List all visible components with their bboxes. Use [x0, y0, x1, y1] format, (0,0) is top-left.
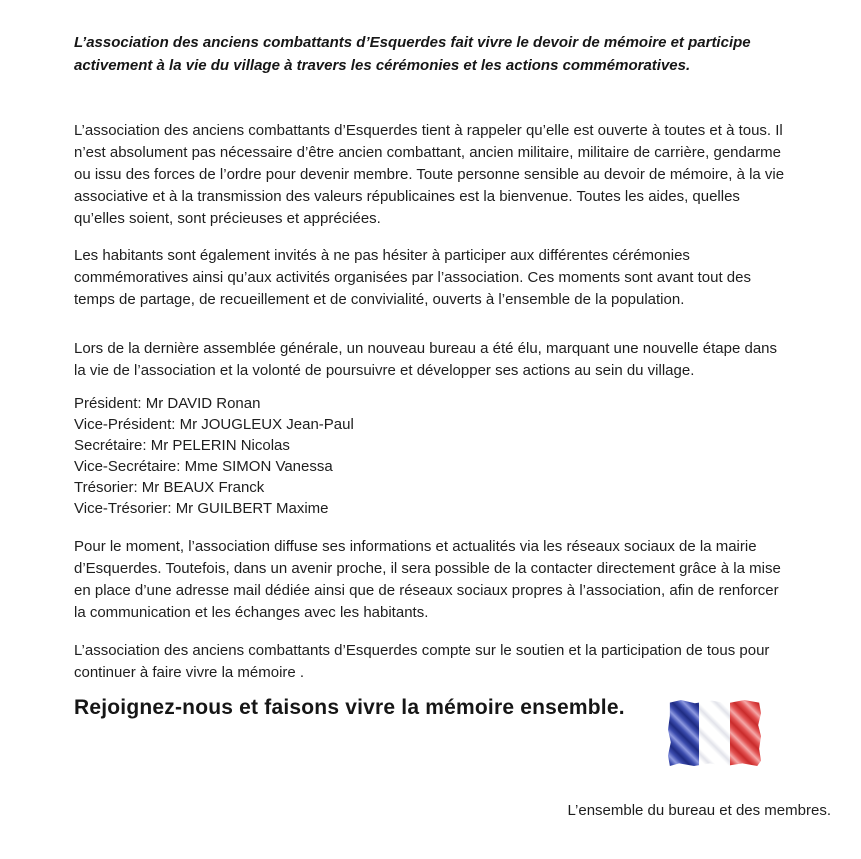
- flag-blue-band: [668, 700, 699, 766]
- flag-red-band: [730, 700, 761, 766]
- flag-white-band: [699, 700, 730, 766]
- bureau-list-item-secretaire: Secrétaire: Mr PELERIN Nicolas: [74, 437, 290, 454]
- paragraph-communication: Pour le moment, l’association diffuse ses informations et actualités via les réseaux sociaux de la mairie d’Esquerdes. Toutefois, dans un avenir proche, il sera possible de la contacter directement grâce à la mise en place d’une adresse mail dédiée ainsi que de réseaux sociaux propres à l’association, afin de renforcer la communication et les échanges avec les habitants.: [74, 538, 781, 621]
- paragraph-invitation: Les habitants sont également invités à ne pas hésiter à participer aux différentes cérémonies commémoratives ainsi qu’aux activités organisées par l’association. Ces moments sont avant tout des temps de partage, de recueillement et de convivialité, ouverts à l’ensemble de la population.: [74, 247, 751, 308]
- french-flag-image: [668, 700, 761, 766]
- bureau-list-item-vice-president: Vice-Président: Mr JOUGLEUX Jean-Paul: [74, 416, 354, 433]
- bureau-list: [74, 393, 792, 519]
- cta-heading: Rejoignez-nous et faisons vivre la mémoire ensemble.: [74, 696, 625, 719]
- paragraph-support: L’association des anciens combattants d’Esquerdes compte sur le soutien et la participation de tous pour continuer à faire vivre la mémoire .: [74, 642, 770, 681]
- paragraph-new-bureau: Lors de la dernière assemblée générale, un nouveau bureau a été élu, marquant une nouvelle étape dans la vie de l’association et la volonté de poursuivre et développer ses actions au sein du village.: [74, 340, 778, 379]
- bureau-list-item-vice-secretaire: Vice-Secrétaire: Mme SIMON Vanessa: [74, 458, 333, 475]
- intro-paragraph: L’association des anciens combattants d’Esquerdes fait vivre le devoir de mémoire et participe activement à la vie du village à travers les cérémonies et les actions commémoratives.: [74, 34, 751, 74]
- closing-signature: L’ensemble du bureau et des membres.: [567, 802, 831, 819]
- cta-row: [74, 693, 792, 766]
- paragraph-openness: L’association des anciens combattants d’Esquerdes tient à rappeler qu’elle est ouverte à toutes et à tous. Il n’est absolument pas nécessaire d’être ancien combattant, ancien militaire, militaire de carrière, gendarme ou issu des forces de l’ordre pour devenir membre. Toute personne sensible au devoir de mémoire, à la vie associative et à la transmission des valeurs républicaines est la bienvenue. Toutes les aides, quelles qu’elles soient, sont précieuses et appréciées.: [74, 122, 785, 227]
- bureau-list-item-vice-tresorier: Vice-Trésorier: Mr GUILBERT Maxime: [74, 500, 329, 517]
- bureau-list-item-president: Président: Mr DAVID Ronan: [74, 395, 261, 412]
- bureau-list-item-tresorier: Trésorier: Mr BEAUX Franck: [74, 479, 265, 496]
